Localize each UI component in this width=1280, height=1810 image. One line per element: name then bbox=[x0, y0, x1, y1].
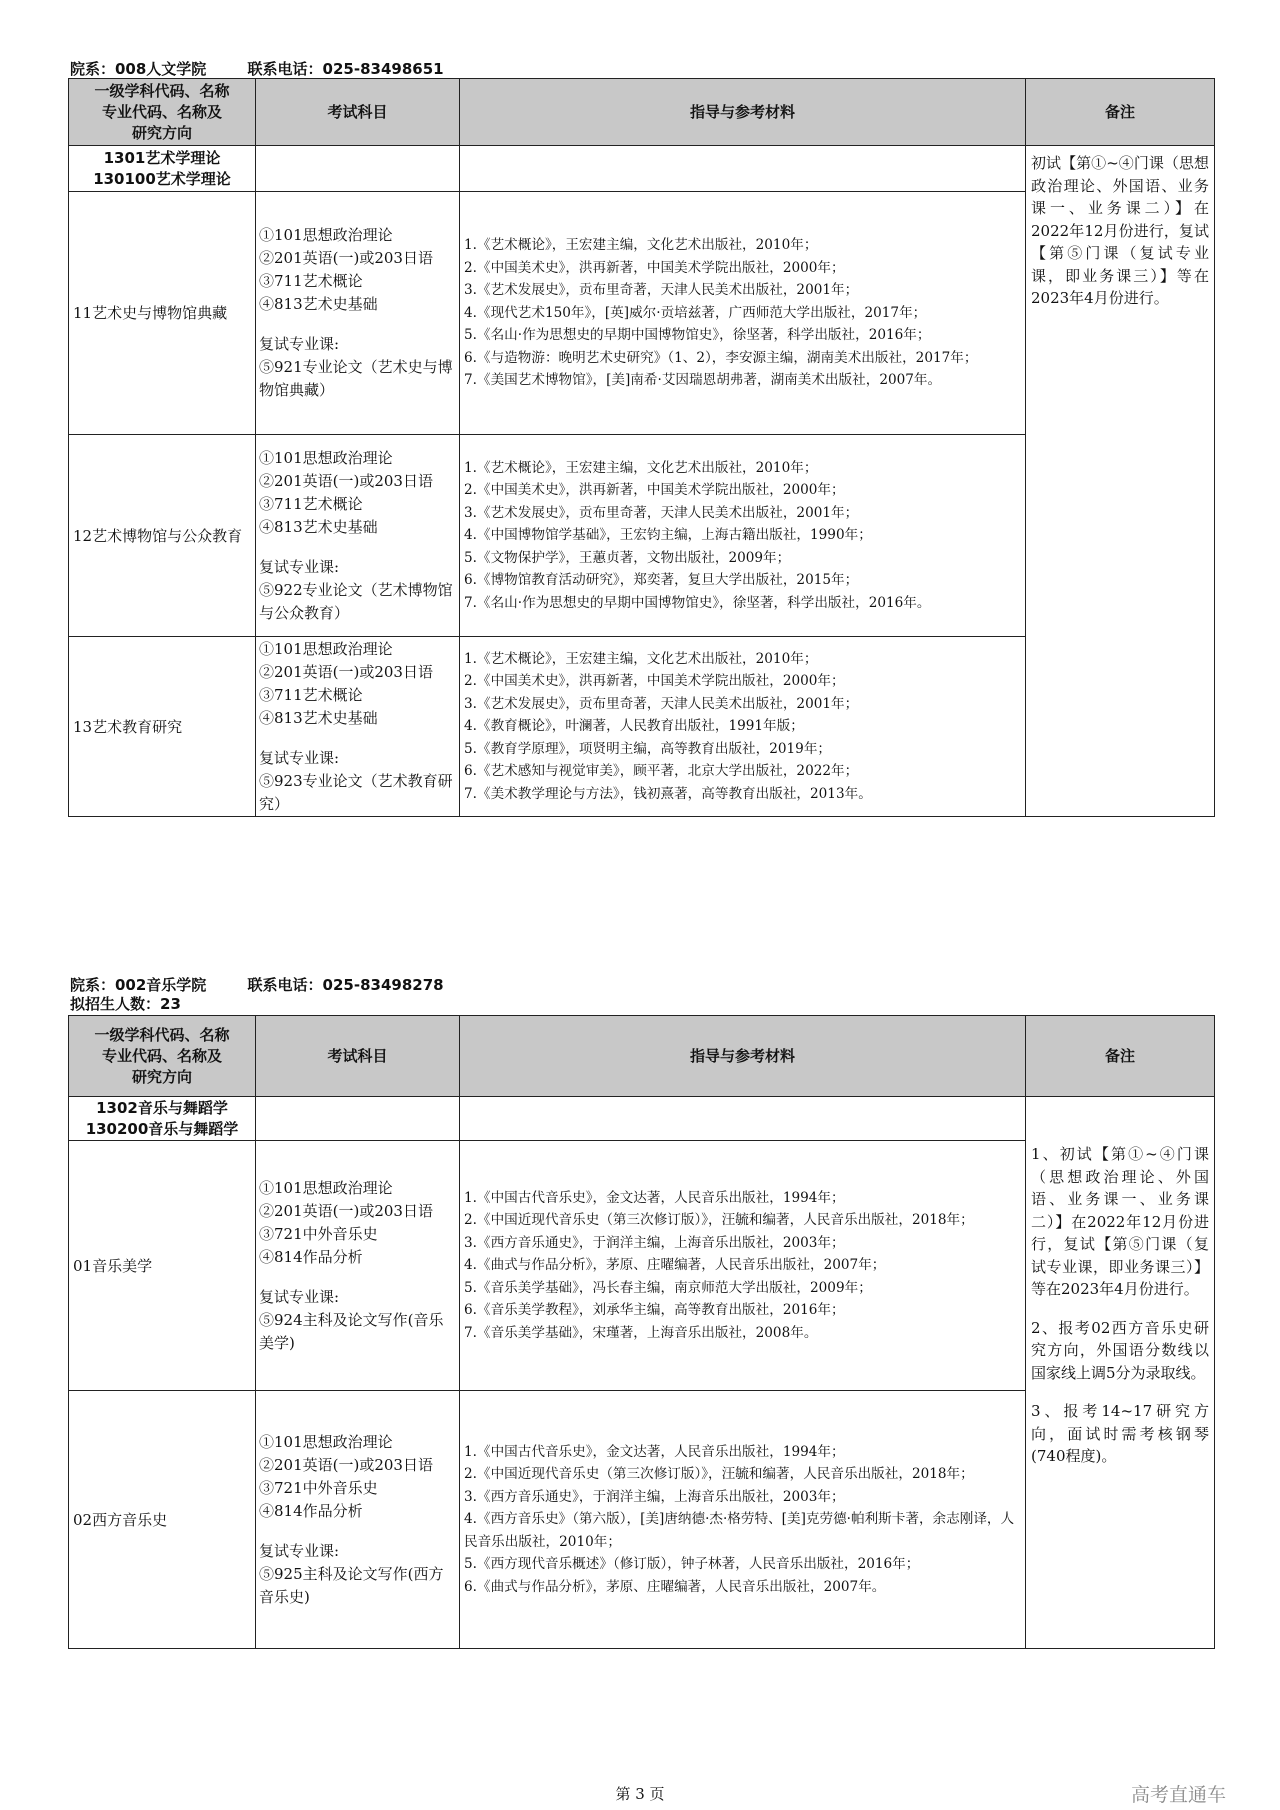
exam-subjects: ①101思想政治理论 ②201英语(一)或203日语 ③721中外音乐史 ④814作品分析 复试专业课: ⑤924主科及论文写作(音乐美学) bbox=[256, 1141, 460, 1391]
reference-list: 1.《艺术概论》，王宏建主编，文化艺术出版社，2010年； 2.《中国美术史》，洪再新著，中国美术学院出版社，2000年； 3.《艺术发展史》，贡布里奇著，天津人民美术出版社，2001年； 4.《教育概论》，叶澜著，人民教育出版社，1991年版； 5.《教育学原理》，项贤明主编，高等教育出版社，2019年； 6.《艺术感知与视觉审美》，顾平著，北京大学出版社，2022年； 7.《美术教学理论与方法》，钱初熹著，高等教育出版社，2013年。 bbox=[460, 637, 1026, 817]
research-direction: 11艺术史与博物馆典藏 bbox=[69, 192, 256, 435]
dept-name: 院系：008人文学院 bbox=[70, 60, 207, 78]
exam-subjects: ①101思想政治理论 ②201英语(一)或203日语 ③721中外音乐史 ④814作品分析 复试专业课: ⑤925主科及论文写作(西方音乐史) bbox=[256, 1391, 460, 1649]
header-refs: 指导与参考材料 bbox=[460, 1016, 1026, 1097]
program-table-1 bbox=[68, 78, 1215, 817]
dept-name: 院系：002音乐学院 bbox=[70, 976, 207, 994]
exam-subjects: ①101思想政治理论 ②201英语(一)或203日语 ③711艺术概论 ④813艺术史基础 复试专业课: ⑤923专业论文（艺术教育研究） bbox=[256, 637, 460, 817]
reference-list: 1.《中国古代音乐史》，金文达著，人民音乐出版社，1994年； 2.《中国近现代音乐史（第三次修订版）》，汪毓和编著，人民音乐出版社，2018年； 3.《西方音乐通史》，于润洋主编，上海音乐出版社，2003年； 4.《曲式与作品分析》，茅原、庄曜编著，人民音乐出版社，2007年； 5.《音乐美学基础》，冯长春主编，南京师范大学出版社，2009年； 6.《音乐美学教程》，刘承华主编，高等教育出版社，2016年； 7.《音乐美学基础》，宋瑾著，上海音乐出版社，2008年。 bbox=[460, 1141, 1026, 1391]
contact-phone: 联系电话：025-83498651 bbox=[247, 60, 444, 78]
section1-header bbox=[70, 60, 480, 79]
discipline-name: 1301艺术学理论 130100艺术学理论 bbox=[69, 146, 256, 192]
header-discipline: 一级学科代码、名称 专业代码、名称及 研究方向 bbox=[69, 79, 256, 146]
header-notes: 备注 bbox=[1026, 1016, 1215, 1097]
notes-cell: 初试【第①~④门课（思想政治理论、外国语、业务课一、业务课二）】在2022年12月份进行，复试【第⑤门课（复试专业课，即业务课三）】等在2023年4月份进行。 bbox=[1026, 146, 1215, 817]
reference-list: 1.《中国古代音乐史》，金文达著，人民音乐出版社，1994年； 2.《中国近现代音乐史（第三次修订版）》，汪毓和编著，人民音乐出版社，2018年； 3.《西方音乐通史》，于润洋主编，上海音乐出版社，2003年； 4.《西方音乐史》（第六版），[美]唐纳德·杰·格劳特、[美]克劳德·帕利斯卡著，余志刚译，人民音乐出版社，2010年； 5.《西方现代音乐概述》（修订版），钟子林著，人民音乐出版社，2016年； 6.《曲式与作品分析》，茅原、庄曜编著，人民音乐出版社，2007年。 bbox=[460, 1391, 1026, 1649]
notes-cell: 1、初试【第①~④门课（思想政治理论、外国语、业务课一、业务课二）】在2022年12月份进行，复试【第⑤门课（复试专业课，即业务课三）】等在2023年4月份进行。 2、报考02西方音乐史研究方向，外国语分数线以国家线上调5分为录取线。 3、报考14~17研究方向，面试时需考核钢琴(740程度)。 bbox=[1026, 1097, 1215, 1649]
research-direction: 13艺术教育研究 bbox=[69, 637, 256, 817]
header-notes: 备注 bbox=[1026, 79, 1215, 146]
header-subjects: 考试科目 bbox=[256, 1016, 460, 1097]
header-subjects: 考试科目 bbox=[256, 79, 460, 146]
exam-subjects: ①101思想政治理论 ②201英语(一)或203日语 ③711艺术概论 ④813艺术史基础 复试专业课: ⑤921专业论文（艺术史与博物馆典藏） bbox=[256, 192, 460, 435]
discipline-row bbox=[69, 146, 1215, 192]
page-number: 第 3 页 bbox=[615, 1785, 665, 1803]
research-direction: 12艺术博物馆与公众教育 bbox=[69, 435, 256, 637]
reference-list: 1.《艺术概论》，王宏建主编，文化艺术出版社，2010年； 2.《中国美术史》，洪再新著，中国美术学院出版社，2000年； 3.《艺术发展史》，贡布里奇著，天津人民美术出版社，2001年； 4.《中国博物馆学基础》，王宏钧主编，上海古籍出版社，1990年； 5.《文物保护学》，王蕙贞著，文物出版社，2009年； 6.《博物馆教育活动研究》，郑奕著，复旦大学出版社，2015年； 7.《名山·作为思想史的早期中国博物馆史》，徐坚著，科学出版社，2016年。 bbox=[460, 435, 1026, 637]
header-refs: 指导与参考材料 bbox=[460, 79, 1026, 146]
reference-list: 1.《艺术概论》，王宏建主编，文化艺术出版社，2010年； 2.《中国美术史》，洪再新著，中国美术学院出版社，2000年； 3.《艺术发展史》，贡布里奇著，天津人民美术出版社，2001年； 4.《现代艺术150年》，[英]威尔·贡培兹著，广西师范大学出版社，2017年； 5.《名山·作为思想史的早期中国博物馆史》，徐坚著，科学出版社，2016年； 6.《与造物游：晚明艺术史研究》（1、2），李安源主编，湖南美术出版社，2017年； 7.《美国艺术博物馆》，[美]南希·艾因瑞恩胡弗著，湖南美术出版社，2007年。 bbox=[460, 192, 1026, 435]
watermark: 高考直通车 bbox=[1130, 1784, 1226, 1806]
exam-subjects: ①101思想政治理论 ②201英语(一)或203日语 ③711艺术概论 ④813艺术史基础 复试专业课: ⑤922专业论文（艺术博物馆与公众教育） bbox=[256, 435, 460, 637]
research-direction: 02西方音乐史 bbox=[69, 1391, 256, 1649]
table-header-row bbox=[69, 79, 1215, 146]
table-header-row bbox=[69, 1016, 1215, 1097]
research-direction: 01音乐美学 bbox=[69, 1141, 256, 1391]
enrollment-quota: 拟招生人数：23 bbox=[70, 995, 181, 1013]
section2-header bbox=[70, 976, 480, 1014]
header-discipline: 一级学科代码、名称 专业代码、名称及 研究方向 bbox=[69, 1016, 256, 1097]
contact-phone: 联系电话：025-83498278 bbox=[247, 976, 444, 994]
discipline-row bbox=[69, 1097, 1215, 1141]
discipline-name: 1302音乐与舞蹈学 130200音乐与舞蹈学 bbox=[69, 1097, 256, 1141]
program-table-2 bbox=[68, 1015, 1215, 1649]
